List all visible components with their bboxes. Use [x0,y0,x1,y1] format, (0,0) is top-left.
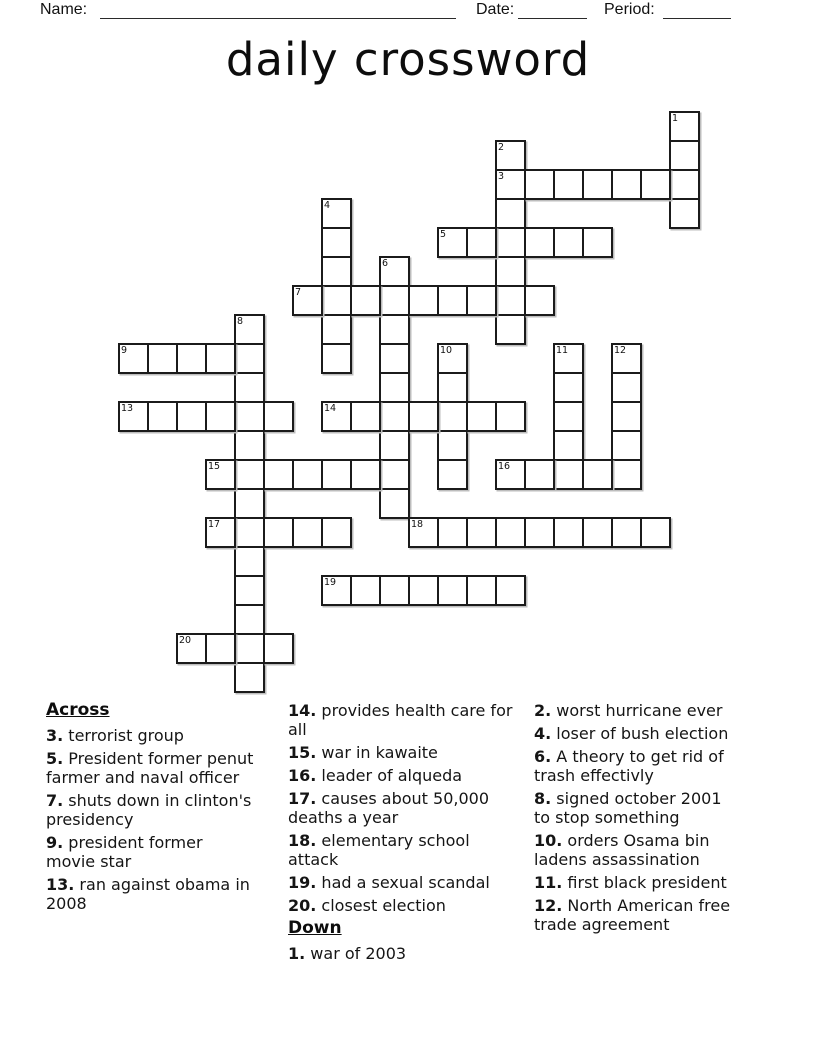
grid-cell[interactable] [321,256,352,287]
cell-number: 3 [498,171,505,182]
grid-cell[interactable] [611,517,642,548]
grid-cell[interactable] [321,517,352,548]
grid-cell[interactable] [263,401,294,432]
grid-cell[interactable] [669,111,700,142]
grid-cell[interactable] [408,285,439,316]
grid-cell[interactable] [466,517,497,548]
grid-cell[interactable] [147,401,178,432]
grid-cell[interactable] [495,285,526,316]
grid-cell[interactable] [321,401,352,432]
grid-cell[interactable] [379,488,410,519]
cell-number: 4 [324,200,331,211]
grid-cell[interactable] [495,401,526,432]
cell-number: 20 [179,635,192,646]
grid-cell[interactable] [437,227,468,258]
grid-cell[interactable] [495,517,526,548]
page-title: daily crossword [225,33,591,86]
grid-cell[interactable] [350,459,381,490]
clue-column-2 [288,701,514,967]
clue-7-across [46,791,254,829]
grid-cell[interactable] [466,227,497,258]
clue-number: 16. [288,766,317,785]
grid-cell[interactable] [524,227,555,258]
clue-text: A theory to get rid of trash effectivly [534,747,724,785]
cell-number: 9 [121,345,128,356]
grid-cell[interactable] [379,285,410,316]
clue-text: President former penut farmer and naval officer [46,749,254,787]
clue-text: worst hurricane ever [551,701,723,720]
clue-column-3 [534,701,734,938]
clue-text: causes about 50,000 deaths a year [288,789,490,827]
grid-cell[interactable] [234,488,265,519]
grid-cell[interactable] [611,343,642,374]
grid-cell[interactable] [292,285,323,316]
clue-text: elementary school attack [288,831,470,869]
grid-cell[interactable] [437,372,468,403]
grid-cell[interactable] [524,285,555,316]
grid-cell[interactable] [582,227,613,258]
grid-cell[interactable] [553,430,584,461]
name-label: Name: [40,1,88,18]
grid-cell[interactable] [234,517,265,548]
grid-cell[interactable] [437,517,468,548]
cell-number: 14 [324,403,337,414]
grid-cell[interactable] [495,140,526,171]
clue-5-across [46,749,254,787]
grid-cell[interactable] [408,575,439,606]
grid-cell[interactable] [379,343,410,374]
grid-cell[interactable] [379,314,410,345]
cell-number: 15 [208,461,221,472]
clue-number: 1. [288,944,306,963]
cell-number: 10 [440,345,453,356]
grid-cell[interactable] [611,169,642,200]
clue-number: 18. [288,831,317,850]
grid-cell[interactable] [582,517,613,548]
grid-cell[interactable] [495,227,526,258]
clue-number: 2. [534,701,552,720]
clue-text: had a sexual scandal [316,873,490,892]
grid-cell[interactable] [234,430,265,461]
clue-number: 17. [288,789,317,808]
clue-10-down [534,831,734,869]
clue-text: leader of alqueda [316,766,463,785]
clue-12-down [534,896,734,934]
grid-cell[interactable] [292,459,323,490]
grid-cell[interactable] [495,198,526,229]
clue-text: provides health care for all [288,701,513,739]
grid-cell[interactable] [553,372,584,403]
period-label: Period: [604,1,655,18]
grid-cell[interactable] [553,169,584,200]
grid-cell[interactable] [234,546,265,577]
grid-cell[interactable] [205,343,236,374]
grid-cell[interactable] [350,285,381,316]
grid-cell[interactable] [234,372,265,403]
clue-text: orders Osama bin ladens assassination [534,831,710,869]
clue-text: shuts down in clinton's presidency [46,791,252,829]
clue-text: terrorist group [63,726,184,745]
grid-cell[interactable] [118,343,149,374]
clue-number: 19. [288,873,317,892]
clue-9-across [46,833,254,871]
grid-cell[interactable] [553,401,584,432]
cell-number: 1 [672,113,679,124]
grid-cell[interactable] [466,401,497,432]
grid-cell[interactable] [234,662,265,693]
grid-cell[interactable] [495,169,526,200]
across-heading: Across [46,700,110,720]
cell-number: 6 [382,258,389,269]
cell-number: 19 [324,577,337,588]
cell-number: 12 [614,345,627,356]
cell-number: 11 [556,345,569,356]
clue-number: 4. [534,724,552,743]
clue-2-down [534,701,734,720]
grid-cell[interactable] [611,401,642,432]
clue-text: war in kawaite [316,743,438,762]
grid-cell[interactable] [205,633,236,664]
grid-cell[interactable] [611,459,642,490]
grid-cell[interactable] [524,169,555,200]
grid-cell[interactable] [321,285,352,316]
grid-cell[interactable] [234,314,265,345]
grid-cell[interactable] [495,575,526,606]
grid-cell[interactable] [321,314,352,345]
clue-11-down [534,873,734,892]
grid-cell[interactable] [495,256,526,287]
grid-cell[interactable] [234,575,265,606]
grid-cell[interactable] [611,372,642,403]
grid-cell[interactable] [379,401,410,432]
grid-cell[interactable] [437,343,468,374]
grid-cell[interactable] [582,459,613,490]
grid-cell[interactable] [205,459,236,490]
grid-cell[interactable] [553,227,584,258]
grid-cell[interactable] [321,227,352,258]
clue-1-down [288,944,514,963]
grid-cell[interactable] [176,343,207,374]
down-heading: Down [288,918,342,938]
grid-cell[interactable] [118,401,149,432]
grid-cell[interactable] [379,430,410,461]
clue-3-across [46,726,254,745]
clue-8-down [534,789,734,827]
clue-number: 14. [288,701,317,720]
clue-number: 20. [288,896,317,915]
clue-17-across [288,789,514,827]
date-label: Date: [476,1,515,18]
grid-cell[interactable] [263,459,294,490]
grid-cell[interactable] [234,401,265,432]
cell-number: 8 [237,316,244,327]
grid-cell[interactable] [524,459,555,490]
grid-cell[interactable] [582,169,613,200]
clue-text: signed october 2001 to stop something [534,789,722,827]
clue-number: 5. [46,749,64,768]
grid-cell[interactable] [640,517,671,548]
clue-19-across [288,873,514,892]
grid-cell[interactable] [321,575,352,606]
grid-cell[interactable] [350,575,381,606]
grid-cell[interactable] [408,517,439,548]
clue-13-across [46,875,254,913]
grid-cell[interactable] [640,169,671,200]
clue-6-down [534,747,734,785]
clue-text: president former movie star [46,833,203,871]
clue-20-across [288,896,514,915]
clue-4-down [534,724,734,743]
grid-cell[interactable] [408,401,439,432]
grid-cell[interactable] [466,575,497,606]
grid-cell[interactable] [437,285,468,316]
grid-cell[interactable] [379,575,410,606]
cell-number: 7 [295,287,302,298]
grid-cell[interactable] [292,517,323,548]
clue-text: closest election [316,896,446,915]
grid-cell[interactable] [669,140,700,171]
clue-15-across [288,743,514,762]
clue-column-1 [46,701,254,917]
grid-cell[interactable] [437,575,468,606]
clue-18-across [288,831,514,869]
grid-cell[interactable] [147,343,178,374]
grid-cell[interactable] [321,198,352,229]
grid-cell[interactable] [437,401,468,432]
grid-cell[interactable] [234,343,265,374]
clue-text: first black president [562,873,727,892]
grid-cell[interactable] [205,401,236,432]
grid-cell[interactable] [263,633,294,664]
clue-text: loser of bush election [551,724,729,743]
clue-14-across [288,701,514,739]
clue-number: 8. [534,789,552,808]
grid-cell[interactable] [350,401,381,432]
clue-number: 6. [534,747,552,766]
grid-cell[interactable] [669,198,700,229]
cell-number: 17 [208,519,221,530]
clue-text: war of 2003 [305,944,407,963]
grid-cell[interactable] [379,372,410,403]
cell-number: 18 [411,519,424,530]
clue-number: 3. [46,726,64,745]
clue-number: 11. [534,873,563,892]
clue-number: 9. [46,833,64,852]
grid-cell[interactable] [466,285,497,316]
grid-cell[interactable] [263,517,294,548]
clue-number: 10. [534,831,563,850]
cell-number: 5 [440,229,447,240]
clue-text: ran against obama in 2008 [46,875,250,913]
grid-cell[interactable] [437,430,468,461]
grid-cell[interactable] [553,517,584,548]
grid-cell[interactable] [205,517,236,548]
grid-cell[interactable] [321,343,352,374]
grid-cell[interactable] [234,633,265,664]
grid-cell[interactable] [379,459,410,490]
grid-cell[interactable] [234,604,265,635]
grid-cell[interactable] [176,633,207,664]
clue-number: 13. [46,875,75,894]
grid-cell[interactable] [524,517,555,548]
grid-cell[interactable] [234,459,265,490]
cell-number: 16 [498,461,511,472]
grid-cell[interactable] [611,430,642,461]
grid-cell[interactable] [495,459,526,490]
grid-cell[interactable] [176,401,207,432]
grid-cell[interactable] [669,169,700,200]
cell-number: 2 [498,142,505,153]
grid-cell[interactable] [553,343,584,374]
clue-number: 15. [288,743,317,762]
clue-16-across [288,766,514,785]
clue-text: North American free trade agreement [534,896,731,934]
grid-cell[interactable] [495,314,526,345]
clue-number: 7. [46,791,64,810]
cell-number: 13 [121,403,134,414]
grid-cell[interactable] [321,459,352,490]
clue-number: 12. [534,896,563,915]
grid-cell[interactable] [437,459,468,490]
grid-cell[interactable] [553,459,584,490]
grid-cell[interactable] [379,256,410,287]
